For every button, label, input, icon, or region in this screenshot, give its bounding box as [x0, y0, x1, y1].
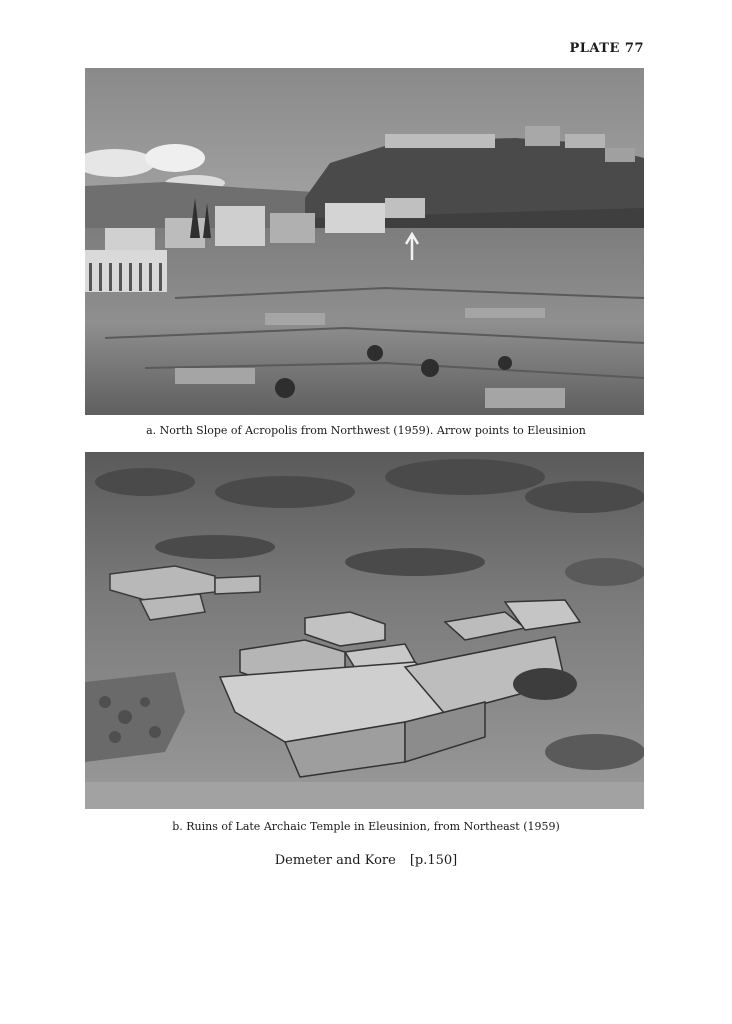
caption-b: b. Ruins of Late Archaic Temple in Eleusinion, from Northeast (1959) — [172, 820, 560, 833]
footer-title: Demeter and Kore — [274, 853, 396, 868]
photo-eleusinion-temple-ruins — [85, 452, 644, 809]
photo-acropolis-north-slope — [85, 68, 644, 415]
plate-label: PLATE 77 — [569, 41, 644, 56]
caption-a: a. North Slope of Acropolis from Northwest (1959). Arrow points to Eleusinion — [146, 424, 586, 437]
footer-page-reference: [p.150] — [409, 853, 458, 868]
footer — [0, 853, 732, 868]
